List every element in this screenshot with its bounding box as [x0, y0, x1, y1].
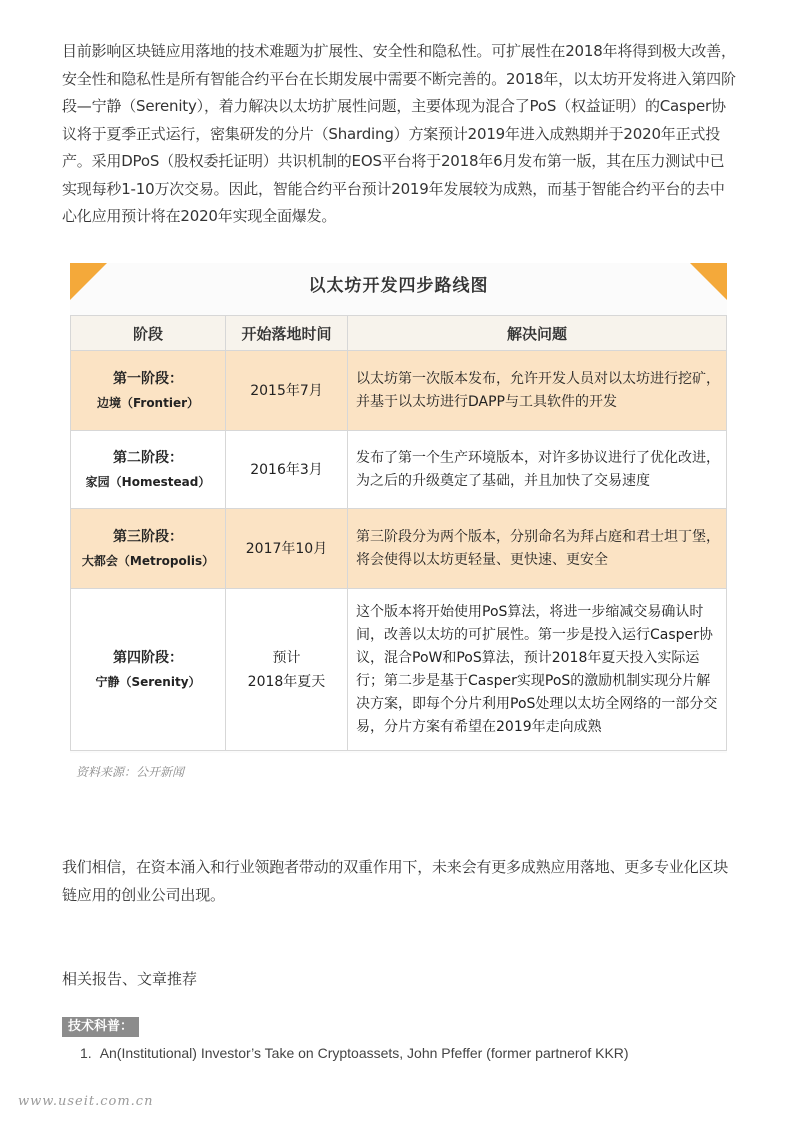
- time-line1: 2016年3月: [250, 461, 323, 478]
- stage-label: 第四阶段：: [113, 649, 183, 666]
- description-cell: 以太坊第一次版本发布，允许开发人员对以太坊进行挖矿，并基于以太坊进行DAPP与工具软件的开发: [348, 351, 727, 431]
- watermark: www.useit.com.cn: [18, 1094, 154, 1109]
- stage-cell: [71, 589, 226, 751]
- stage-name: 边境（Frontier）: [96, 395, 200, 410]
- figure-source: 资料来源：公开新闻: [76, 765, 185, 779]
- stage-name: 宁静（Serenity）: [95, 674, 201, 689]
- stage-name: 大都会（Metropolis）: [81, 553, 215, 568]
- list-item-number: 1.: [80, 1045, 92, 1061]
- time-line1: 2015年7月: [250, 382, 323, 399]
- roadmap-table: [70, 315, 727, 751]
- header-stage: 阶段: [71, 316, 226, 351]
- header-problem: 解决问题: [348, 316, 727, 351]
- time-cell: [226, 509, 348, 589]
- stage-cell: [71, 351, 226, 431]
- table-header-row: [71, 316, 727, 351]
- stage-label: 第三阶段：: [113, 528, 183, 545]
- roadmap-figure: [70, 263, 727, 779]
- stage-name: 家园（Homestead）: [85, 474, 211, 489]
- list-item-link[interactable]: An(Institutional) Investor’s Take on Cryptoassets, John Pfeffer (former partnerof KKR): [99, 1045, 629, 1061]
- description-cell: 第三阶段分为两个版本，分别命名为拜占庭和君士坦丁堡，将会使得以太坊更轻量、更快速、更安全: [348, 509, 727, 589]
- time-line1: 预计: [272, 649, 301, 666]
- stage-cell: [71, 431, 226, 509]
- time-cell: [226, 431, 348, 509]
- table-row: [71, 589, 727, 751]
- description-cell: 这个版本将开始使用PoS算法，将进一步缩减交易确认时间，改善以太坊的可扩展性。第一步是投入运行Casper协议，混合PoW和PoS算法，预计2018年夏天投入实际运行；第二步是基于Casper实现PoS的激励机制实现分片解决方案，即每个分片利用PoS处理以太坊全网络的一部分交易，分片方案有希望在2019年走向成熟: [348, 589, 727, 751]
- table-row: [71, 509, 727, 589]
- time-line1: 2017年10月: [245, 540, 328, 557]
- stage-cell: [71, 509, 226, 589]
- time-cell: [226, 351, 348, 431]
- list-item[interactable]: [80, 1045, 629, 1061]
- figure-title: 以太坊开发四步路线图: [308, 276, 489, 296]
- table-row: [71, 351, 727, 431]
- time-cell: [226, 589, 348, 751]
- conclusion-paragraph: 我们相信，在资本涌入和行业领跑者带动的双重作用下，未来会有更多成熟应用落地、更多专业化区块链应用的创业公司出现。: [62, 858, 729, 904]
- category-tag: 技术科普：: [62, 1017, 139, 1037]
- time-line2: 2018年夏天: [247, 673, 326, 690]
- intro-paragraph: 目前影响区块链应用落地的技术难题为扩展性、安全性和隐私性。可扩展性在2018年将得到极大改善，安全性和隐私性是所有智能合约平台在长期发展中需要不断完善的。2018年，以太坊开发将进入第四阶段—宁静（Serenity），着力解决以太坊扩展性问题，主要体现为混合了PoS（权益证明）的Casper协议将于夏季正式运行，密集研发的分片（Sharding）方案预计2019年进入成熟期并于2020年正式投产。采用DPoS（股权委托证明）共识机制的EOS平台将于2018年6月发布第一版，其在压力测试中已实现每秒1-10万次交易。因此，智能合约平台预计2019年发展较为成熟，而基于智能合约平台的去中心化应用预计将在2020年实现全面爆发。: [62, 42, 736, 225]
- table-row: [71, 431, 727, 509]
- related-heading: 相关报告、文章推荐: [62, 970, 198, 988]
- header-time: 开始落地时间: [226, 316, 348, 351]
- stage-label: 第一阶段：: [113, 370, 183, 387]
- stage-label: 第二阶段：: [113, 449, 183, 466]
- description-cell: 发布了第一个生产环境版本，对许多协议进行了优化改进，为之后的升级奠定了基础，并且加快了交易速度: [348, 431, 727, 509]
